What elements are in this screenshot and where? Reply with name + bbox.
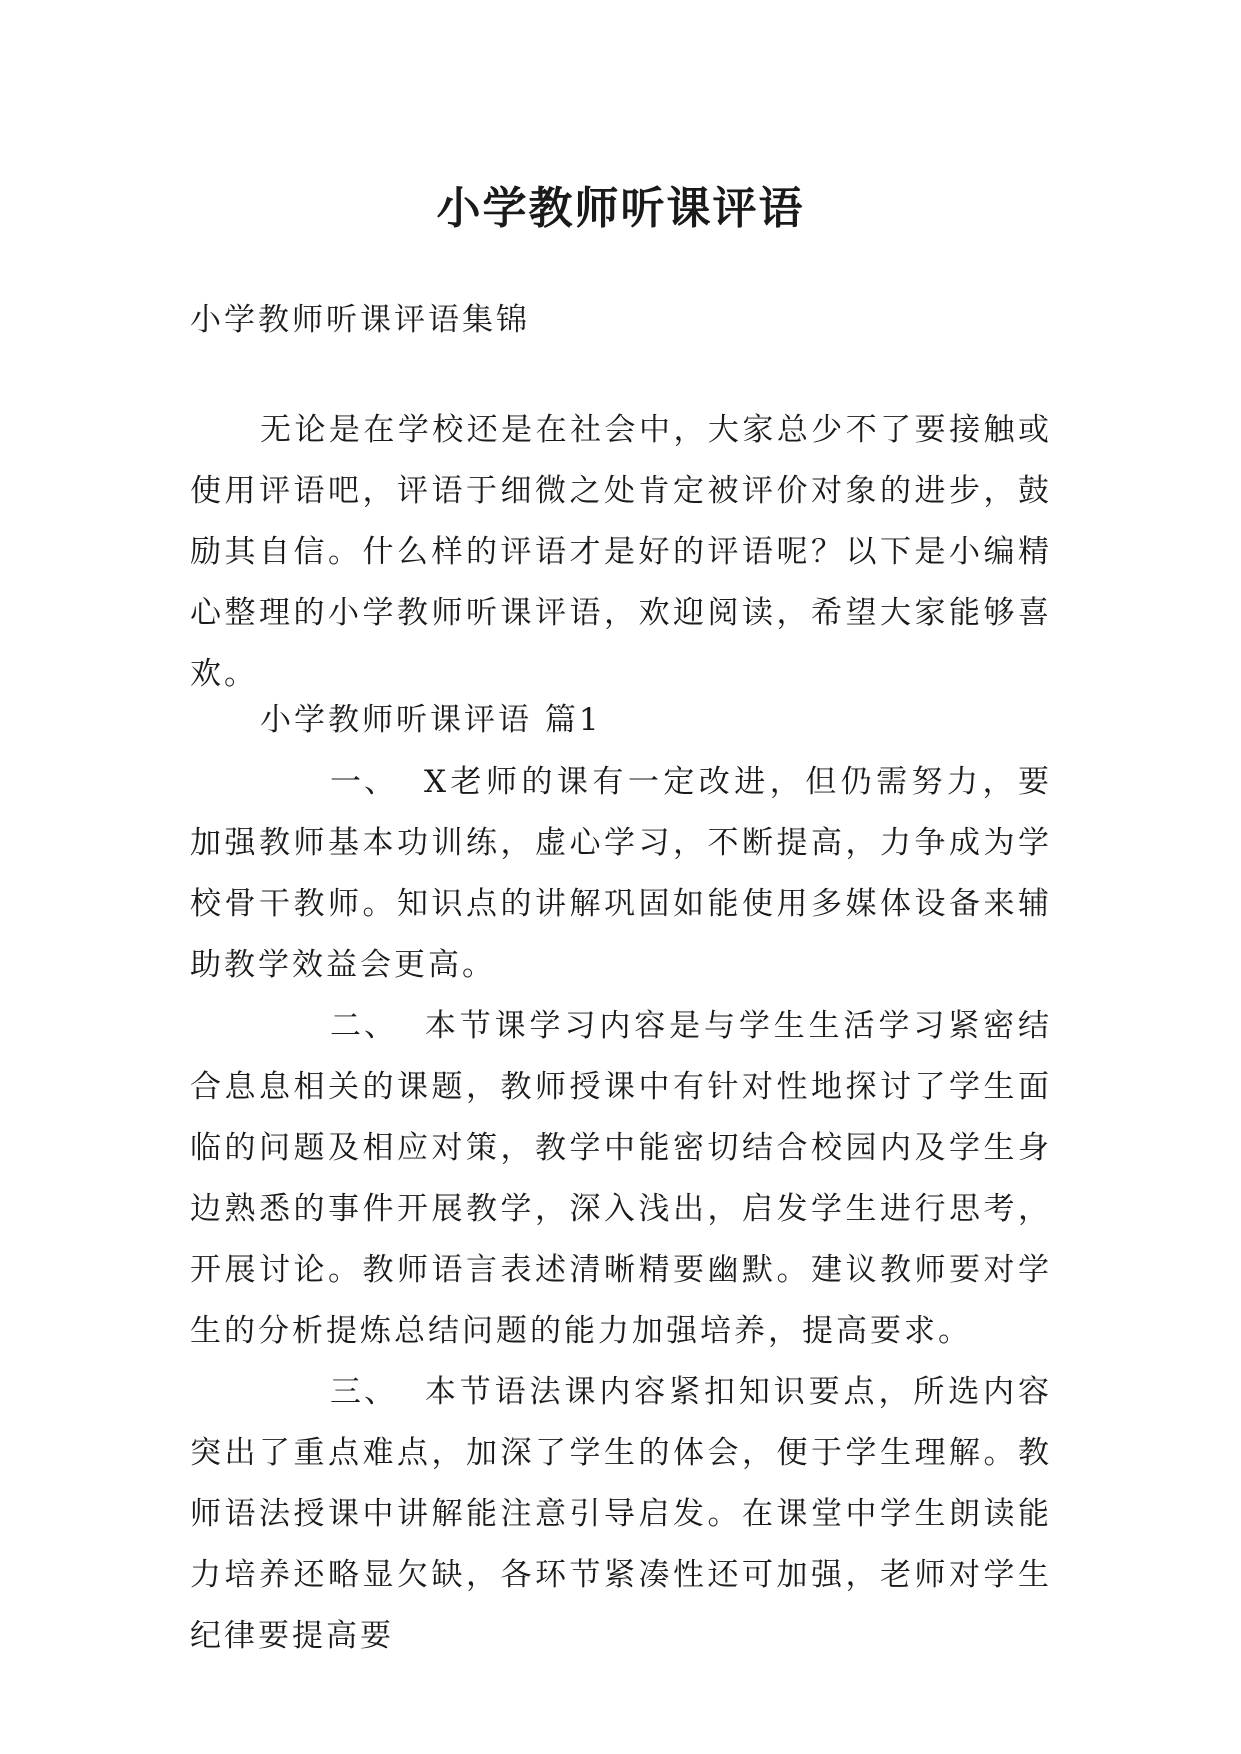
intro-paragraph: 无论是在学校还是在社会中，大家总少不了要接触或使用评语吧，评语于细微之处肯定被评价对象的进步，鼓励其自信。什么样的评语才是好的评语呢？以下是小编精心整理的小学教师听课评语，欢迎阅读，希望大家能够喜欢。 (190, 412, 1052, 692)
comment-list (190, 752, 1052, 1667)
item-text: X老师的课有一定改进，但仍需努力，要加强教师基本功训练，虚心学习，不断提高，力争成为学校骨干教师。知识点的讲解巩固如能使用多媒体设备来辅助教学效益会更高。 (190, 764, 1052, 983)
item-marker: 三、 (330, 1374, 398, 1410)
comment-item-1 (190, 752, 1052, 996)
section-heading: 小学教师听课评语 篇1 (260, 702, 602, 738)
item-marker: 一、 (330, 764, 398, 800)
comment-item-2 (190, 996, 1052, 1362)
item-text: 本节语法课内容紧扣知识要点，所选内容突出了重点难点，加深了学生的体会，便于学生理解。教师语法授课中讲解能注意引导启发。在课堂中学生朗读能力培养还略显欠缺，各环节紧凑性还可加强，老师对学生纪律要提高要 (190, 1374, 1052, 1654)
item-text: 本节课学习内容是与学生生活学习紧密结合息息相关的课题，教师授课中有针对性地探讨了学生面临的问题及相应对策，教学中能密切结合校园内及学生身边熟悉的事件开展教学，深入浅出，启发学生进行思考，开展讨论。教师语言表述清晰精要幽默。建议教师要对学生的分析提炼总结问题的能力加强培养，提高要求。 (190, 1008, 1052, 1349)
comment-item-3 (190, 1362, 1052, 1667)
document-title: 小学教师听课评语 (436, 183, 805, 235)
document-subtitle: 小学教师听课评语集锦 (190, 302, 530, 338)
item-marker: 二、 (330, 1008, 398, 1044)
